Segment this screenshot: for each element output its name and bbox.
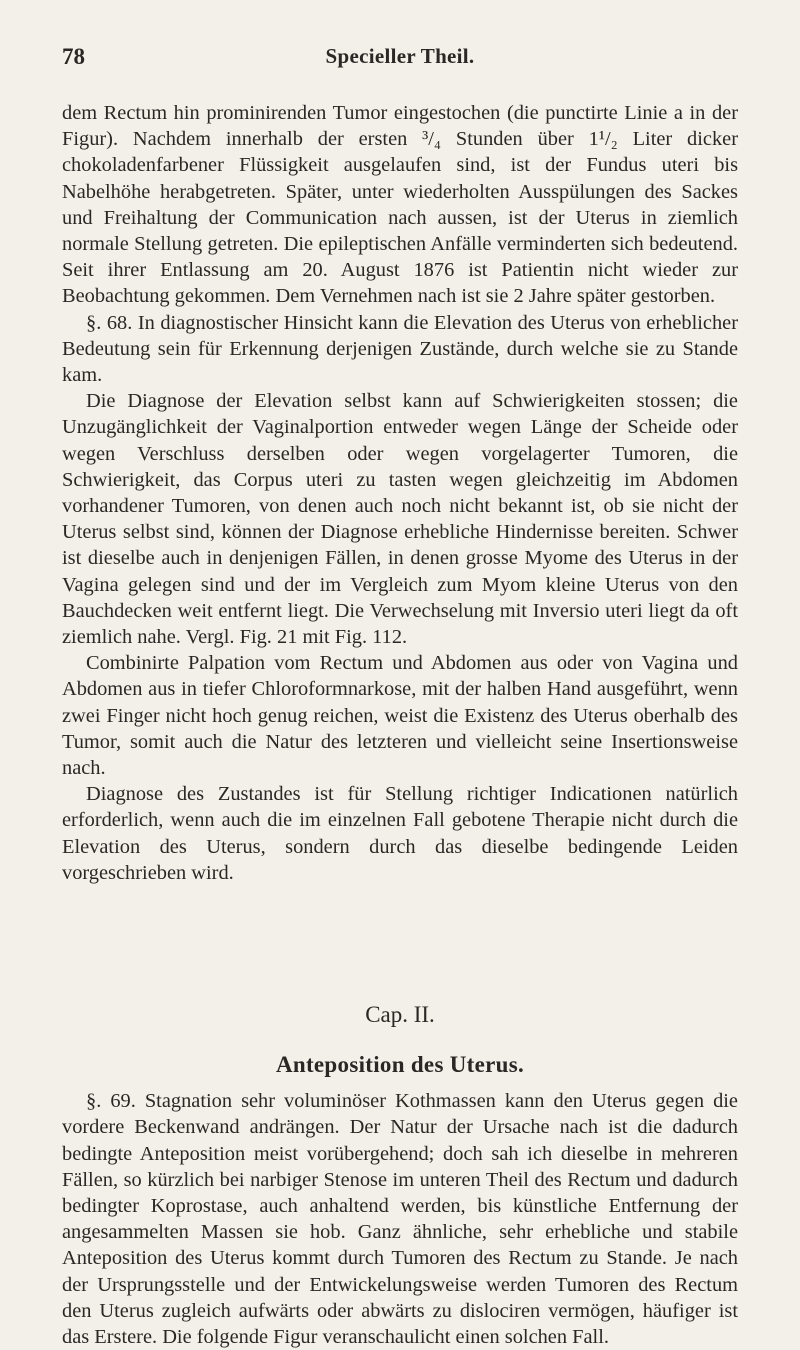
chapter-title: Anteposition des Uterus. bbox=[275, 1052, 525, 1078]
paragraph-section-68: §. 68. In diagnostischer Hinsicht kann die Elevation des Uterus von erheblicher Bedeutung sein für Erkennung derjenigen Zustände, durch welche sie zu Stande kam. bbox=[62, 311, 738, 387]
chapter-label: Cap. II. bbox=[365, 1002, 435, 1028]
section-gap bbox=[62, 886, 738, 1000]
paragraph-indications: Diagnose des Zustandes ist für Stellung richtiger Indicationen natürlich erforderlich, wenn auch die im einzelnen Fall gebotene Therapie nicht durch die Elevation des Uterus, sondern durch das dieselbe bedingende Leiden vorgeschrieben wird. bbox=[62, 783, 738, 884]
paragraph-case-continuation: dem Rectum hin prominirenden Tumor eingestochen (die punctirte Linie a in der Figur). Nachdem innerhalb der ersten ³/₄ Stunden über 1¹/₂ Liter dicker chokoladenfarbener Flüssigkeit ausgelaufen sind, ist der Fundus uteri bis Nabelhöhe herabgetreten. Später, unter wiederholten Ausspülungen des Sackes und Freihaltung der Communication nach aussen, ist der Uterus in ziemlich normale Stellung getreten. Die epileptischen Anfälle verminderten sich bedeutend. Seit ihrer Entlassung am 20. August 1876 ist Patientin nicht wieder zur Beobachtung gekommen. Dem Vernehmen nach ist sie 2 Jahre später gestorben. bbox=[62, 102, 738, 308]
body-text bbox=[62, 100, 738, 1350]
running-head bbox=[0, 44, 800, 84]
paragraph-section-69: §. 69. Stagnation sehr voluminöser Kothmassen kann den Uterus gegen die vordere Beckenwand andrängen. Der Natur der Ursache nach ist die dadurch bedingte Anteposition meist vorübergehend; doch sah ich dieselbe in mehreren Fällen, so kürzlich bei narbiger Stenose im unteren Theil des Rectum und dadurch bedingter Koprostase, auch anhaltend werden, bis künstliche Entfernung der angesammelten Massen sie hob. Ganz ähnliche, sehr erhebliche und stabile Anteposition des Uterus kommt durch Tumoren des Rectum zu Stande. Je nach der Ursprungsstelle und der Entwickelungsweise werden Tumoren des Rectum den Uterus zugleich aufwärts oder abwärts zu dislociren vermögen, häufiger ist das Erstere. Die folgende Figur veranschaulicht einen solchen Fall. bbox=[62, 1090, 738, 1348]
running-title: Specieller Theil. bbox=[325, 44, 475, 68]
page-number: 78 bbox=[62, 44, 85, 69]
paragraph-combined-palpation: Combinirte Palpation vom Rectum und Abdomen aus oder von Vagina und Abdomen aus in tiefer Chloroformnarkose, mit der halben Hand ausgeführt, wenn zwei Finger nicht hoch genug reichen, weist die Existenz des Uterus oberhalb des Tumor, somit auch die Natur des letzteren und vielleicht seine Insertionsweise nach. bbox=[62, 652, 738, 780]
paragraph-diagnosis-difficulties: Die Diagnose der Elevation selbst kann auf Schwierigkeiten stossen; die Unzugänglichkeit der Vaginalportion entweder wegen Länge der Scheide oder wegen Verschluss derselben oder wegen vorgelagerter Tumoren, die Schwierigkeit, das Corpus uteri zu tasten wegen gleichzeitig im Abdomen vorhandener Tumoren, von denen auch noch nicht bekannt ist, ob sie nicht der Uterus selbst sind, können der Diagnose erhebliche Hindernisse bereiten. Schwer ist dieselbe auch in denjenigen Fällen, in denen grosse Myome des Uterus in der Vagina gelegen sind und der im Vergleich zum Myom kleine Uterus von den Bauchdecken weit entfernt liegt. Die Verwechselung mit Inversio uteri liegt da oft ziemlich nahe. Vergl. Fig. 21 mit Fig. 112. bbox=[62, 390, 738, 649]
